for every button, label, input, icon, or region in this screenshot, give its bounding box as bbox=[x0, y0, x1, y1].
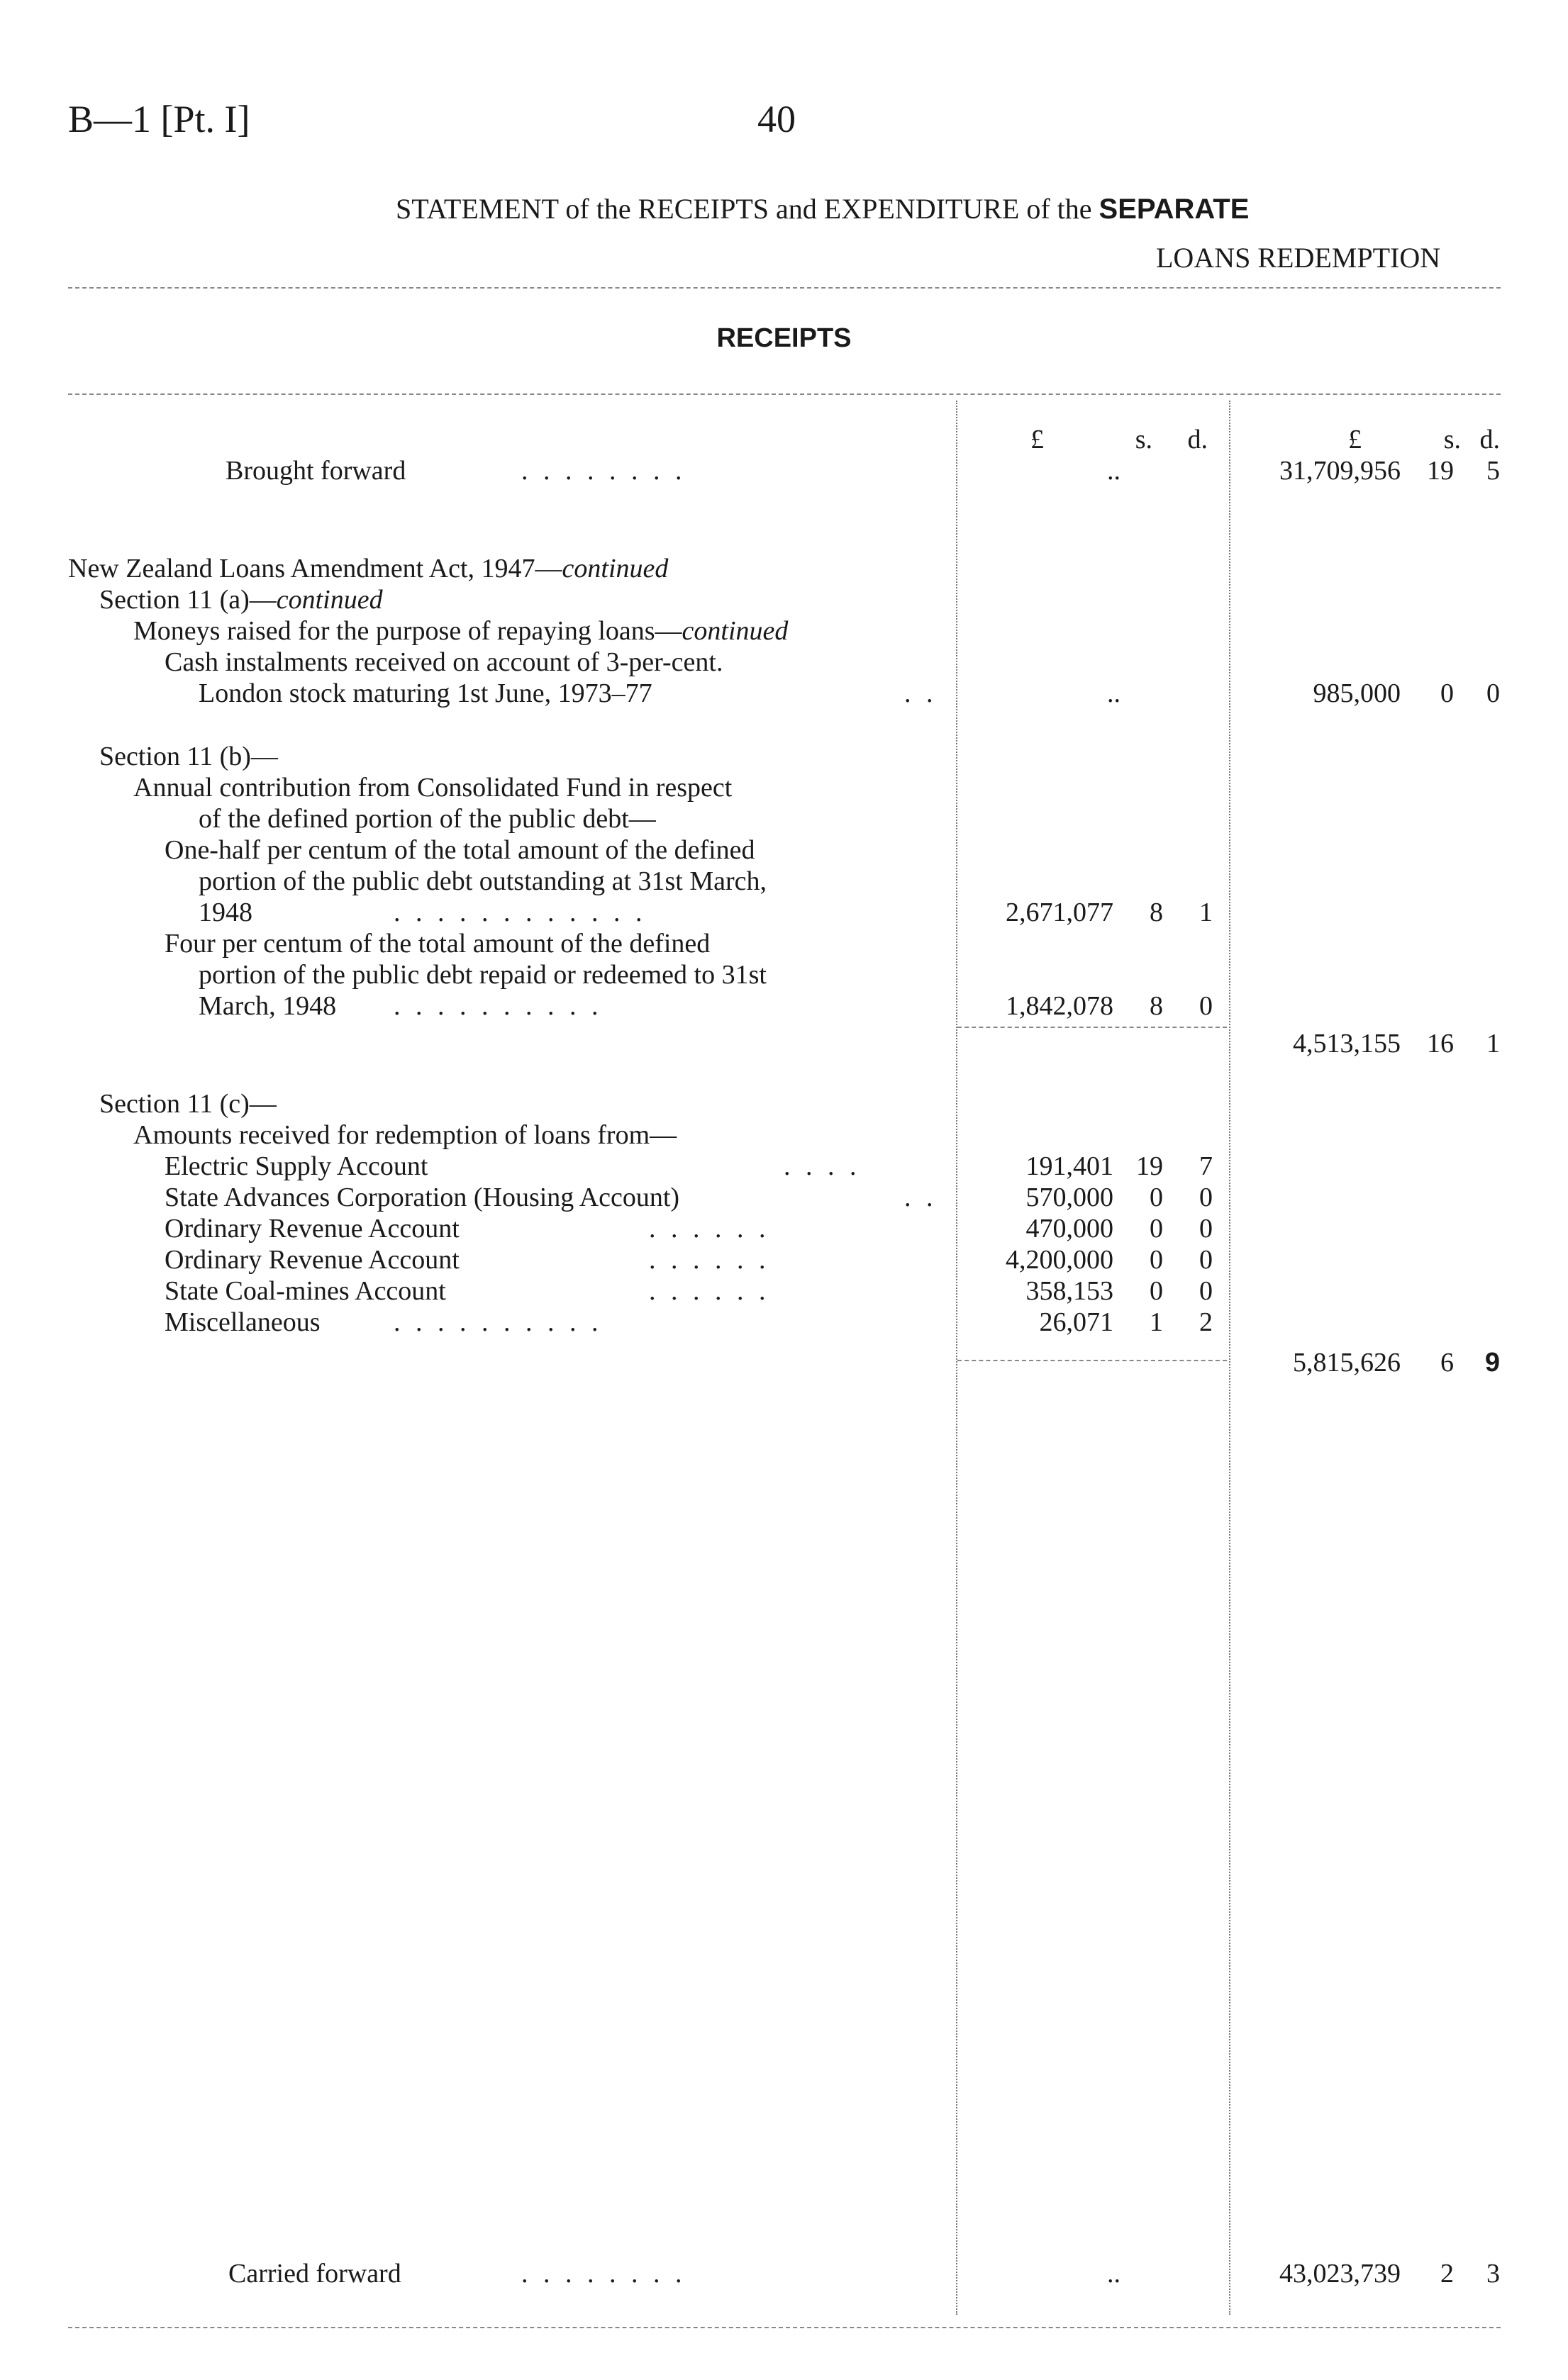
act-heading bbox=[68, 553, 668, 585]
carried-forward-pounds: 43,023,739 bbox=[1279, 2259, 1401, 2289]
list-item-pounds: 570,000 bbox=[1025, 1183, 1113, 1212]
bottom-rule bbox=[68, 2327, 1501, 2328]
list-item-label: State Advances Corporation (Housing Account) bbox=[165, 1183, 680, 1212]
outer-pound-header: £ bbox=[1348, 425, 1362, 454]
section-11a-continued: continued bbox=[276, 585, 383, 615]
section-11c-total-pence: 9 bbox=[1484, 1348, 1500, 1378]
leader-dots: . . . . . . . . bbox=[521, 456, 686, 486]
leader-dots: . . bbox=[904, 678, 938, 708]
four-per-shillings: 8 bbox=[1150, 991, 1163, 1021]
list-item-label: Miscellaneous bbox=[165, 1307, 321, 1337]
four-per-line-2: portion of the public debt repaid or redeemed to 31st bbox=[199, 960, 767, 990]
top-divider bbox=[68, 287, 1501, 289]
list-item-pence: 0 bbox=[1199, 1276, 1213, 1306]
brought-forward-pence: 5 bbox=[1486, 456, 1500, 486]
cash-instalments-line-1: Cash instalments received on account of 3-per-cent. bbox=[165, 647, 723, 677]
moneys-raised-text: Moneys raised for the purpose of repaying loans— bbox=[133, 616, 682, 646]
inner-pence-header: d. bbox=[1187, 425, 1208, 454]
brought-forward-label: Brought forward bbox=[226, 456, 406, 486]
document-reference: B—1 [Pt. I] bbox=[68, 98, 250, 140]
leader-dots: . . . . bbox=[784, 1151, 861, 1181]
one-half-pounds: 2,671,077 bbox=[1006, 898, 1113, 927]
section-11c-total-shillings: 6 bbox=[1440, 1348, 1454, 1378]
brought-forward-inner: .. bbox=[1107, 456, 1121, 486]
one-half-line-3: 1948 bbox=[199, 898, 252, 927]
outer-shilling-header: s. bbox=[1443, 425, 1461, 454]
leader-dots: . . . . . . bbox=[649, 1214, 770, 1244]
list-item-label: Ordinary Revenue Account bbox=[165, 1214, 460, 1244]
section-11c-heading: Section 11 (c)— bbox=[99, 1089, 277, 1119]
moneys-raised-continued: continued bbox=[682, 616, 789, 646]
title-prefix: STATEMENT of the RECEIPTS and EXPENDITURE of the bbox=[396, 193, 1092, 225]
one-half-line-2: portion of the public debt outstanding at 31st March, bbox=[199, 866, 767, 896]
one-half-shillings: 8 bbox=[1150, 898, 1163, 927]
list-item-pounds: 191,401 bbox=[1025, 1151, 1113, 1181]
list-item-label: Electric Supply Account bbox=[165, 1151, 428, 1181]
act-heading-continued: continued bbox=[562, 554, 669, 583]
carried-forward-inner: .. bbox=[1107, 2259, 1121, 2289]
list-item-pounds: 26,071 bbox=[1039, 1307, 1113, 1337]
list-item-pence: 7 bbox=[1199, 1151, 1213, 1181]
section-11c-total-pounds: 5,815,626 bbox=[1293, 1348, 1401, 1378]
section-11b-heading: Section 11 (b)— bbox=[99, 742, 278, 771]
annual-contribution-line-1: Annual contribution from Consolidated Fund in respect bbox=[133, 773, 733, 803]
title-bold-word: SEPARATE bbox=[1099, 194, 1250, 225]
leader-dots: . . . . . . . . bbox=[521, 2259, 686, 2289]
cash-instalments-shillings: 0 bbox=[1440, 678, 1454, 708]
cash-instalments-line-2: London stock maturing 1st June, 1973–77 bbox=[199, 678, 652, 708]
list-item-label: Ordinary Revenue Account bbox=[165, 1245, 460, 1275]
one-half-pence: 1 bbox=[1199, 898, 1213, 927]
section-11a-heading bbox=[99, 584, 383, 616]
leader-dots: . . . . . . . . . . . . bbox=[394, 898, 647, 927]
carried-forward-pence: 3 bbox=[1486, 2259, 1500, 2289]
leader-dots: . . . . . . . . . . bbox=[394, 1307, 603, 1337]
four-per-line-3: March, 1948 bbox=[199, 991, 337, 1021]
list-item-shillings: 0 bbox=[1150, 1276, 1163, 1306]
outer-pence-header: d. bbox=[1479, 425, 1500, 454]
receipts-heading: RECEIPTS bbox=[716, 323, 852, 353]
table-top-rule bbox=[68, 393, 1501, 395]
leader-dots: . . bbox=[904, 1183, 938, 1212]
amounts-received-heading: Amounts received for redemption of loans from— bbox=[133, 1120, 677, 1150]
carried-forward-label: Carried forward bbox=[228, 2259, 401, 2289]
moneys-raised-heading bbox=[133, 615, 788, 647]
column-separator-outer bbox=[1229, 401, 1230, 2315]
list-item-shillings: 0 bbox=[1150, 1214, 1163, 1244]
list-item-pounds: 4,200,000 bbox=[1006, 1245, 1113, 1275]
list-item-pence: 0 bbox=[1199, 1183, 1213, 1212]
statement-title-line-1 bbox=[396, 193, 1249, 225]
cash-instalments-pence: 0 bbox=[1486, 678, 1500, 708]
brought-forward-shillings: 19 bbox=[1427, 456, 1454, 486]
list-item-pence: 0 bbox=[1199, 1245, 1213, 1275]
leader-dots: . . . . . . bbox=[649, 1245, 770, 1275]
list-item-shillings: 1 bbox=[1150, 1307, 1163, 1337]
one-half-line-1: One-half per centum of the total amount of the defined bbox=[165, 835, 755, 865]
cash-instalments-pounds: 985,000 bbox=[1313, 678, 1401, 708]
four-per-line-1: Four per centum of the total amount of the defined bbox=[165, 929, 711, 959]
section-11b-total-pence: 1 bbox=[1486, 1029, 1500, 1058]
inner-shilling-header: s. bbox=[1135, 425, 1152, 454]
list-item-pence: 2 bbox=[1199, 1307, 1213, 1337]
leader-dots: . . . . . . bbox=[649, 1276, 770, 1306]
list-item-shillings: 0 bbox=[1150, 1245, 1163, 1275]
act-heading-text: New Zealand Loans Amendment Act, 1947— bbox=[68, 554, 562, 583]
section-11a-text: Section 11 (a)— bbox=[99, 585, 277, 615]
list-item-pounds: 358,153 bbox=[1025, 1276, 1113, 1306]
list-item-label: State Coal-mines Account bbox=[165, 1276, 446, 1306]
inner-pound-header: £ bbox=[1030, 425, 1044, 454]
subtotal-rule-c bbox=[957, 1360, 1227, 1361]
four-per-pounds: 1,842,078 bbox=[1006, 991, 1113, 1021]
cash-instalments-inner: .. bbox=[1107, 678, 1121, 708]
list-item-shillings: 19 bbox=[1136, 1151, 1163, 1181]
list-item-pounds: 470,000 bbox=[1025, 1214, 1113, 1244]
statement-title-line-2: LOANS REDEMPTION bbox=[1156, 242, 1441, 274]
subtotal-rule-b bbox=[957, 1027, 1227, 1028]
section-11b-total-pounds: 4,513,155 bbox=[1293, 1029, 1401, 1058]
column-separator-inner bbox=[956, 401, 957, 2315]
page-number: 40 bbox=[757, 98, 796, 140]
annual-contribution-line-2: of the defined portion of the public debt— bbox=[199, 804, 656, 834]
carried-forward-shillings: 2 bbox=[1440, 2259, 1454, 2289]
list-item-pence: 0 bbox=[1199, 1214, 1213, 1244]
list-item-shillings: 0 bbox=[1150, 1183, 1163, 1212]
leader-dots: . . . . . . . . . . bbox=[394, 991, 603, 1021]
section-11b-total-shillings: 16 bbox=[1427, 1029, 1454, 1058]
four-per-pence: 0 bbox=[1199, 991, 1213, 1021]
brought-forward-pounds: 31,709,956 bbox=[1279, 456, 1401, 486]
